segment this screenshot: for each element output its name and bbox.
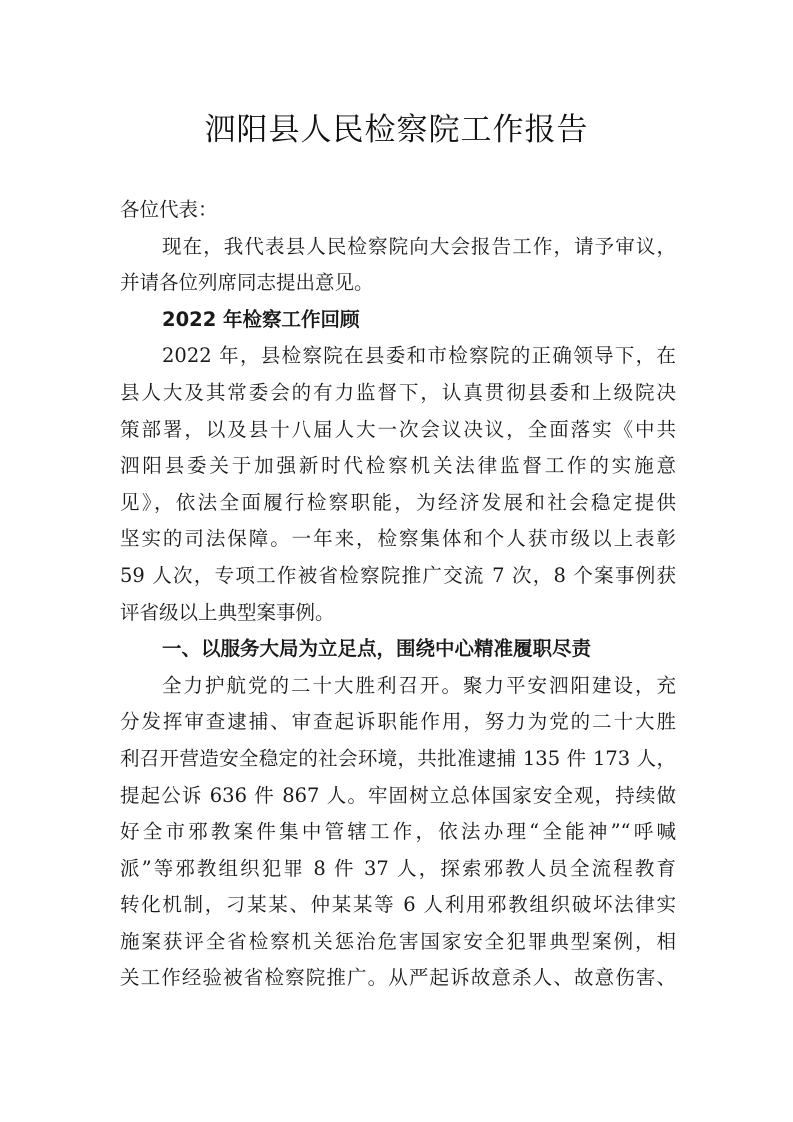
- document-title: 泗阳县人民检察院工作报告: [204, 112, 589, 148]
- paragraph-line: 施案获评全省检察机关惩治危害国家安全犯罪典型案例，相: [120, 929, 676, 953]
- paragraph-line: 全力护航党的二十大胜利召开。聚力平安泗阳建设，充: [162, 673, 676, 697]
- paragraph-line: 利召开营造安全稳定的社会环境，共批准逮捕 135 件 173 人，: [120, 746, 676, 770]
- section-heading-review: 2022 年检察工作回顾: [162, 307, 360, 331]
- paragraph-line: 关工作经验被省检察院推广。从严起诉故意杀人、故意伤害、: [120, 966, 676, 990]
- paragraph-line: 现在，我代表县人民检察院向大会报告工作，请予审议，: [162, 234, 676, 258]
- paragraph-line: 分发挥审查逮捕、审查起诉职能作用，努力为党的二十大胜: [120, 710, 676, 734]
- section-heading-one: 一、以服务大局为立足点，围绕中心精准履职尽责: [162, 637, 592, 661]
- paragraph-line: 坚实的司法保障。一年来，检察集体和个人获市级以上表彰: [120, 527, 676, 551]
- paragraph-line: 评省级以上典型案事例。: [120, 600, 335, 624]
- review-paragraph: [120, 338, 676, 631]
- intro-paragraph: [120, 229, 676, 302]
- paragraph-line: 59 人次，专项工作被省检察院推广交流 7 次，8 个案事例获: [120, 563, 676, 587]
- document-body: [120, 192, 676, 997]
- paragraph-line: 泗阳县委关于加强新时代检察机关法律监督工作的实施意: [120, 454, 676, 478]
- section-one-paragraph: [120, 668, 676, 997]
- paragraph-line: 提起公诉 636 件 867 人。牢固树立总体国家安全观，持续做: [120, 783, 676, 807]
- paragraph-line: 并请各位列席同志提出意见。: [120, 271, 374, 295]
- paragraph-line: 见》，依法全面履行检察职能，为经济发展和社会稳定提供: [120, 490, 676, 514]
- paragraph-line: 好全市邪教案件集中管辖工作，依法办理“全能神”“呼喊: [120, 820, 676, 844]
- paragraph-line: 2022 年，县检察院在县委和市检察院的正确领导下，在: [162, 344, 676, 368]
- paragraph-line: 派”等邪教组织犯罪 8 件 37 人，探索邪教人员全流程教育: [120, 856, 676, 880]
- paragraph-line: 转化机制，刁某某、仲某某等 6 人利用邪教组织破坏法律实: [120, 893, 676, 917]
- salutation: 各位代表：: [120, 198, 218, 221]
- paragraph-line: 县人大及其常委会的有力监督下，认真贯彻县委和上级院决: [120, 380, 676, 404]
- paragraph-line: 策部署，以及县十八届人大一次会议决议，全面落实《中共: [120, 417, 676, 441]
